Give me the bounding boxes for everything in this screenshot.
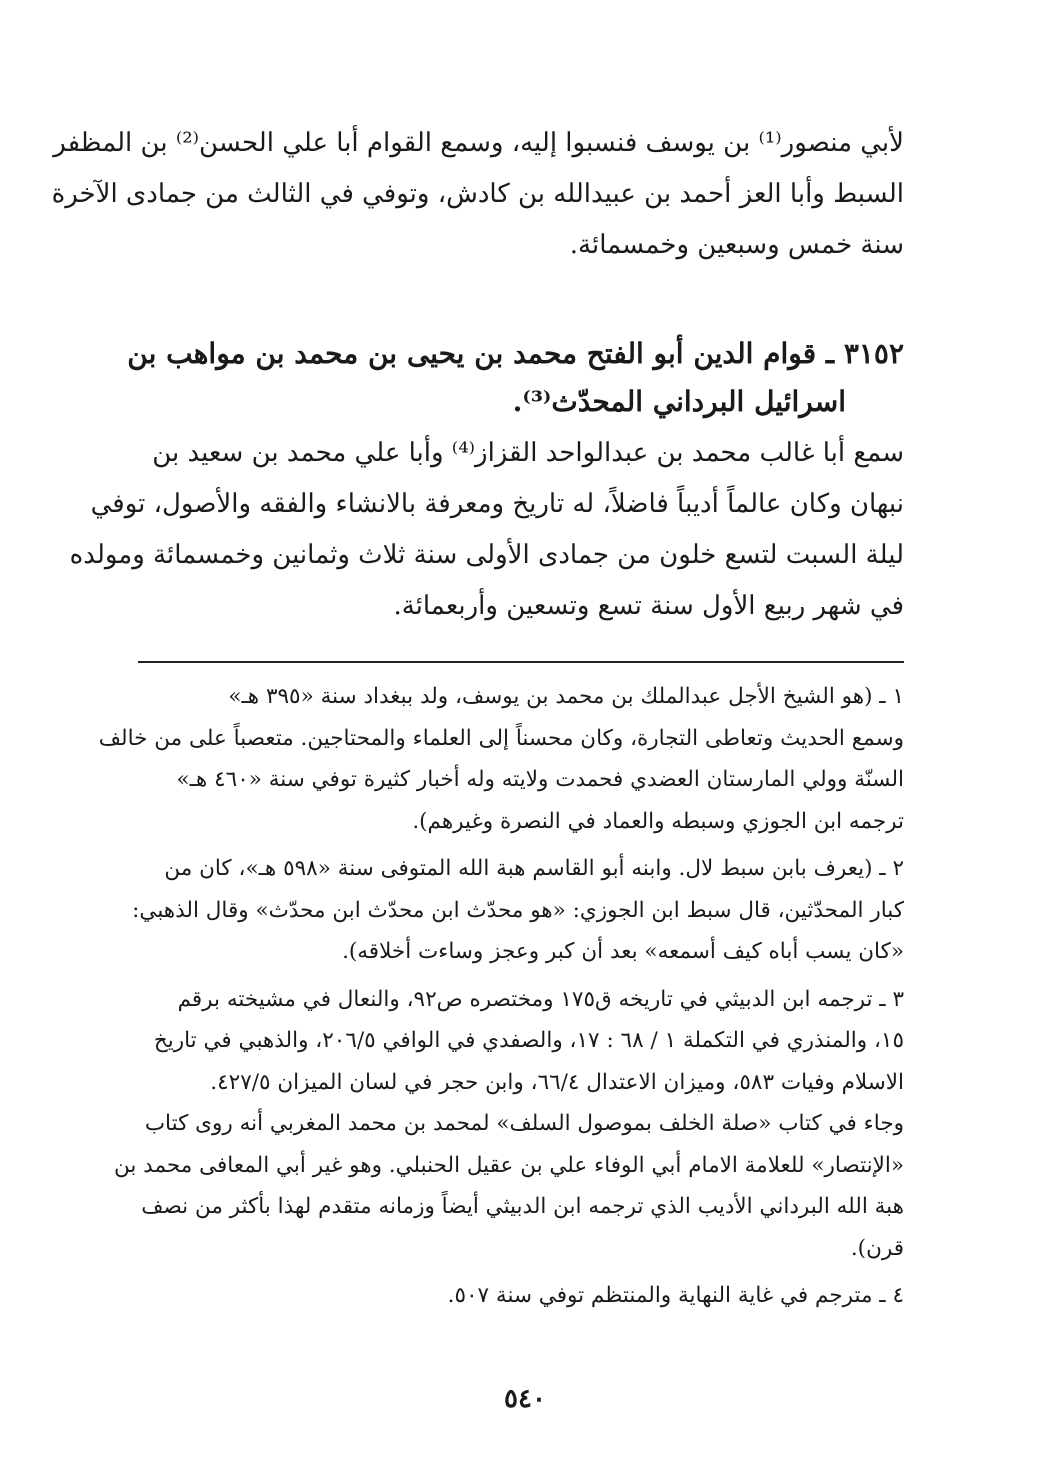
entry-body-line: في شهر ربيع الأول سنة تسع وتسعين وأربعمائة. bbox=[393, 591, 904, 621]
footnote-line: وجاء في كتاب «صلة الخلف بموصول السلف» لمحمد بن محمد المغربي أنه روى كتاب bbox=[144, 1111, 904, 1136]
entry-body-line: ليلة السبت لتسع خلون من جمادى الأولى سنة ثلاث وثمانين وخمسمائة ومولده bbox=[69, 540, 904, 570]
entry-heading-line: ٣١٥٢ ـ قوام الدين أبو الفتح محمد بن يحيى بن محمد بن مواهب بن bbox=[127, 337, 904, 370]
footnote-line: هبة الله البرداني الأديب الذي ترجمه ابن الدبيثي أيضاً وزمانه متقدم لهذا بأكثر من نصف bbox=[141, 1194, 904, 1219]
footnotes bbox=[98, 676, 904, 1323]
intro-line: السبط وأبا العز أحمد بن عبيدالله بن كادش، وتوفي في الثالث من جمادى الآخرة bbox=[51, 179, 904, 209]
footnote-4 bbox=[138, 1275, 904, 1317]
footnote-line: ٣ ـ ترجمه ابن الدبيثي في تاريخه ق١٧٥ ومختصره ص٩٢، والنعال في مشيخته برقم bbox=[177, 986, 904, 1012]
footnote-line: قرن). bbox=[850, 1235, 904, 1261]
footnote-line: وسمع الحديث وتعاطى التجارة، وكان محسناً إلى العلماء والمحتاجين. متعصباً على من خالف bbox=[98, 725, 904, 751]
footnote-line: «كان يسب أباه كيف أسمعه» بعد أن كبر وعجز وساءت أخلاقه). bbox=[342, 939, 904, 964]
intro-paragraph bbox=[51, 118, 904, 271]
entry-heading-line: اسرائيل البرداني المحدّث⁽³⁾. bbox=[512, 385, 846, 418]
footnote-line: ترجمه ابن الجوزي وسبطه والعماد في النصرة وغيرهم). bbox=[412, 808, 904, 834]
footnote-line: ١ ـ (هو الشيخ الأجل عبدالملك بن محمد بن يوسف، ولد ببغداد سنة «٣٩٥ هـ» bbox=[228, 684, 904, 709]
footnote-line: الاسلام وفيات ٥٨٣، وميزان الاعتدال ٦٦/٤، وابن حجر في لسان الميزان ٤٢٧/٥. bbox=[210, 1069, 904, 1095]
footnote-line: ١٥، والمنذري في التكملة ١ / ٦٨ : ١٧، والصفدي في الوافي ٢٠٦/٥، والذهبي في تاريخ bbox=[153, 1028, 904, 1053]
footnote-divider bbox=[138, 661, 904, 663]
footnote-line: ٢ ـ (يعرف بابن سبط لال. وابنه أبو القاسم هبة الله المتوفى سنة «٥٩٨ هـ»، كان من bbox=[164, 856, 904, 881]
intro-line: لأبي منصور⁽¹⁾ بن يوسف فنسبوا إليه، وسمع القوام أبا علي الحسن⁽²⁾ بن المظفر bbox=[53, 128, 904, 158]
footnote-line: «الإنتصار» للعلامة الامام أبي الوفاء علي بن عقيل الحنبلي. وهو غير أبي المعافى محمد بن bbox=[113, 1152, 904, 1178]
footnote-1 bbox=[98, 676, 904, 842]
entry-heading bbox=[127, 330, 904, 426]
entry-body-line: سمع أبا غالب محمد بن عبدالواحد القزاز⁽⁴⁾ وأبا علي محمد بن سعيد بن bbox=[152, 438, 904, 468]
footnote-2 bbox=[132, 848, 904, 973]
page-number: ٥٤٠ bbox=[504, 1384, 546, 1414]
footnote-3 bbox=[113, 979, 904, 1270]
footnote-line: ٤ ـ مترجم في غاية النهاية والمنتظم توفي سنة ٥٠٧. bbox=[447, 1283, 904, 1308]
intro-line: سنة خمس وسبعين وخمسمائة. bbox=[569, 230, 904, 260]
entry-body-line: نبهان وكان عالماً أديباً فاضلاً، له تاريخ ومعرفة بالانشاء والفقه والأصول، توفي bbox=[90, 489, 904, 519]
entry-body bbox=[69, 428, 904, 632]
footnote-line: السنّة وولي المارستان العضدي فحمدت ولايته وله أخبار كثيرة توفي سنة «٤٦٠ هـ» bbox=[176, 767, 904, 792]
footnote-line: كبار المحدّثين، قال سبط ابن الجوزي: «هو محدّث ابن محدّث ابن محدّث» وقال الذهبي: bbox=[132, 897, 904, 923]
